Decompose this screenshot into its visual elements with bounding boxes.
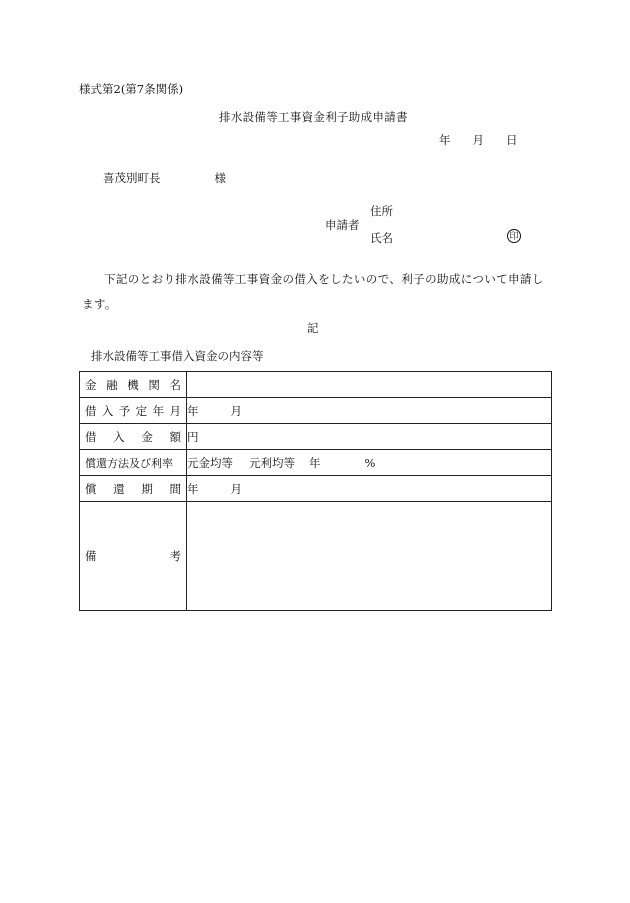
label-financial-institution: 金 融 機 関 名 — [80, 372, 187, 398]
value-remarks[interactable] — [187, 502, 552, 611]
label-repayment-method: 償還方法及び利率 — [80, 450, 187, 476]
value-planned-date[interactable]: 年 月 — [187, 398, 552, 424]
form-number: 様式第2(第7条関係) — [79, 82, 184, 96]
date-month-label: 月 — [472, 133, 484, 147]
date-line — [439, 133, 518, 147]
seal-icon: 印 — [507, 229, 521, 243]
addressee — [103, 171, 226, 185]
addressee-name: 喜茂別町長 — [103, 171, 161, 185]
table-row — [80, 398, 552, 424]
label-remarks: 備 考 — [80, 502, 187, 611]
date-day-label: 日 — [506, 133, 518, 147]
name-label: 氏名 — [370, 231, 393, 245]
ki-heading: 記 — [307, 321, 319, 335]
table-row — [80, 450, 552, 476]
value-repayment-method[interactable]: 元金均等 元利均等 年 % — [187, 450, 552, 476]
detail-table — [79, 371, 552, 611]
document-title: 排水設備等工事資金利子助成申請書 — [219, 110, 408, 124]
value-financial-institution[interactable] — [187, 372, 552, 398]
table-caption: 排水設備等工事借入資金の内容等 — [91, 349, 264, 363]
label-loan-amount: 借 入 金 額 — [80, 424, 187, 450]
table-row — [80, 502, 552, 611]
label-repayment-period: 償 還 期 間 — [80, 476, 187, 502]
table-row — [80, 476, 552, 502]
address-label: 住所 — [370, 204, 393, 218]
value-repayment-period[interactable]: 年 月 — [187, 476, 552, 502]
label-planned-date: 借 入 予 定 年 月 — [80, 398, 187, 424]
body-text: 下記のとおり排水設備等工事資金の借入をしたいので、利子の助成について申請します。 — [82, 272, 544, 311]
table-row — [80, 372, 552, 398]
date-year-label: 年 — [439, 133, 451, 147]
addressee-honorific: 様 — [214, 171, 226, 185]
table-row — [80, 424, 552, 450]
applicant-label: 申請者 — [325, 218, 360, 232]
value-loan-amount[interactable]: 円 — [187, 424, 552, 450]
